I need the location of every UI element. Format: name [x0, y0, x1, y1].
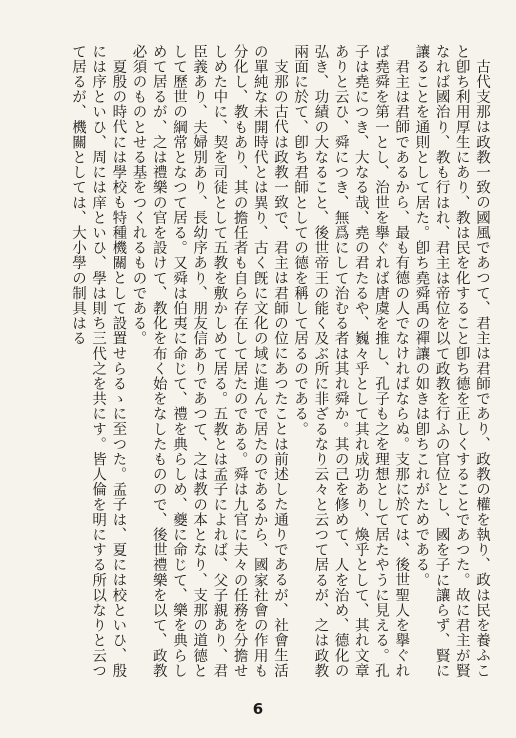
paragraph-2: 君主は君師であるから、最も有德の人でなければならぬ。支那に於ては、後世聖人を擧ぐれば堯舜を第一とし、治世を擧ぐれば唐虞を推し、孔子も之を理想として居たやうに見える。孔子は堯につき、大なる哉、堯の君たるや、巍々乎として其れ成功あり、煥乎として、其れ文章ありと云ひ、舜につき、無爲にして治むる者は其れ舜か。其の己を修めて、人を治め、德化の弘き、功績の大なること、後世帝王の能く及ぶ所に非ざるなり云々と云つて居るが、之は政教兩面に於て、卽ち君師としての德を稱して居るのである。 — [292, 44, 410, 679]
paragraph-1: 古代支那は政教一致の國風であつて、君主は君師であり、政教の權を執り、政は民を養ふこと卽ち利用厚生にあり、教は民を化すること卽ち德を正しくすることであつた。故に君主が賢なれば國治り、教も行はれ、君主は帝位を以て政教を行ふの官位とし、國を子に讓らず、賢に讓ることを通則として居た。卽ち堯舜禹の禪讓の如きは卽ちこれがためである。 — [413, 44, 490, 679]
vertical-text-body — [22, 44, 492, 692]
paragraph-4: 夏殷の時代には學校も特種機關として設置せらるゝに至つた。孟子は、夏には校といひ、殷には序といひ、周には庠といひ、學は則ち三代之を共にす。皆人倫を明にする所以なりと云つて居るが、機關としては、大小學の制具はる — [69, 44, 127, 679]
paragraph-3: 支那の古代は政教一致で、君主は君師の位にあつたことは前述した通りであるが、社會生活の單純な未開時代とは異り、古く旣に文化の域に進んで居たのであるから、國家社會の作用も分化し、教もあり、其の擔任者も自ら存在して居たのである。舜は九官に夫々の任務を分擔せしめた中に、契を司徒として五教を敷かしめて居る。五教とは孟子によれば、父子親あり、君臣義あり、夫婦別あり、長幼序あり、朋友信ありであつて、之は教の本となり、支那の道德として歷世の綱常となつて居る。又舜は伯夷に命じて、禮を典らしめ、夔に命じて、樂を典らしめて居るが、之は禮樂の官を設けて、教化を布く始をなしたものので、後世禮樂を以て、政教必須のものとせる基をつくれるものである。 — [130, 44, 288, 679]
page-number: 6 — [252, 700, 264, 718]
